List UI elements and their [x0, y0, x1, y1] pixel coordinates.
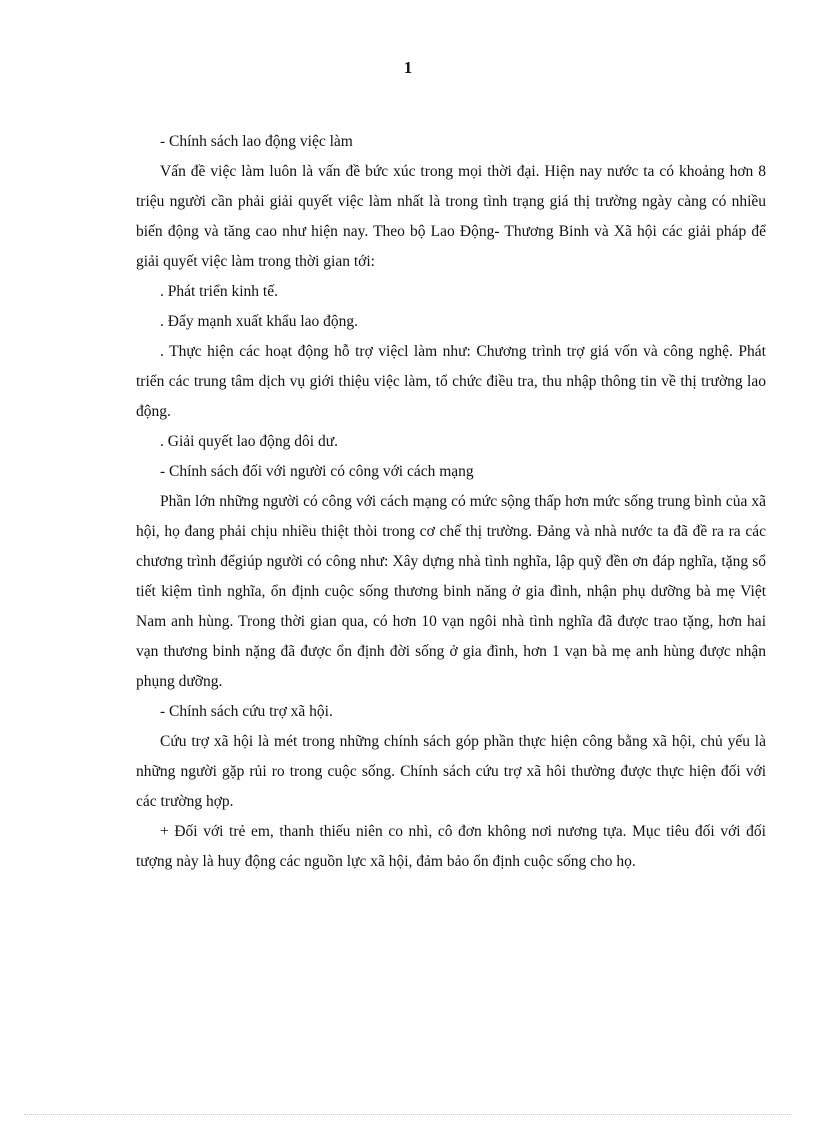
page-bottom-divider: [24, 1114, 792, 1115]
paragraph-orphans-support: + Đối với trẻ em, thanh thiếu niên co nhì, cô đơn không nơi nương tựa. Mục tiêu đối với đối tượng này là huy động các nguồn lực xã hội, đảm bảo ổn định cuộc sống cho họ.: [136, 823, 766, 870]
list-item-surplus-labor: . Giải quyết lao động dôi dư.: [160, 433, 339, 450]
heading-revolutionary-contributors-policy: - Chính sách đối với người có công với cách mạng: [160, 463, 474, 480]
document-body: [136, 127, 766, 877]
heading-employment-policy: - Chính sách lao động việc làm: [160, 133, 353, 150]
heading-social-relief-policy: - Chính sách cứu trợ xã hội.: [160, 703, 333, 720]
list-item-employment-support: . Thực hiện các hoạt động hỗ trợ việcl làm như: Chương trình trợ giá vốn và công nghệ. Phát triển các trung tâm dịch vụ giới thiệu việc làm, tổ chức điều tra, thu nhập thông tin về thị trường lao động.: [136, 343, 766, 420]
paragraph-social-relief: Cứu trợ xã hội là mét trong những chính sách góp phần thực hiện công bằng xã hội, chủ yếu là những người gặp rủi ro trong cuộc sống. Chính sách cứu trợ xã hôi thường được thực hiện đối với các trường hợp.: [136, 733, 766, 810]
list-item-economic-development: . Phát triển kinh tế.: [160, 283, 278, 300]
list-item-labor-export: . Đẩy mạnh xuất khẩu lao động.: [160, 313, 359, 330]
paragraph-employment-issue: Vấn đề việc làm luôn là vấn đề bức xúc trong mọi thời đại. Hiện nay nước ta có khoảng hơn 8 triệu người cần phải giải quyết việc làm nhất là trong tình trạng giá thị trường ngày càng có nhiều biến động và tăng cao như hiện nay. Theo bộ Lao Động- Thương Binh và Xã hội các giải pháp để giải quyết việc làm trong thời gian tới:: [136, 163, 766, 270]
paragraph-revolutionary-contributors: Phần lớn những người có công với cách mạng có mức sộng thấp hơn mức sống trung bình của xã hội, họ đang phải chịu nhiều thiệt thòi trong cơ chế thị trường. Đảng và nhà nước ta đã đề ra ra các chương trình đểgiúp người có công như: Xây dựng nhà tình nghĩa, lập quỹ đền ơn đáp nghĩa, tặng sổ tiết kiệm tình nghĩa, ổn định cuộc sống thương binh năng ở gia đình, nhận phụ dưỡng bà mẹ Việt Nam anh hùng. Trong thời gian qua, có hơn 10 vạn ngôi nhà tình nghĩa đã được trao tặng, hơn hai vạn thương binh nặng đã được ổn định đời sống ở gia đình, hơn 1 vạn bà mẹ anh hùng được nhận phụng dưỡng.: [136, 493, 766, 690]
page-number: 1: [403, 58, 413, 77]
